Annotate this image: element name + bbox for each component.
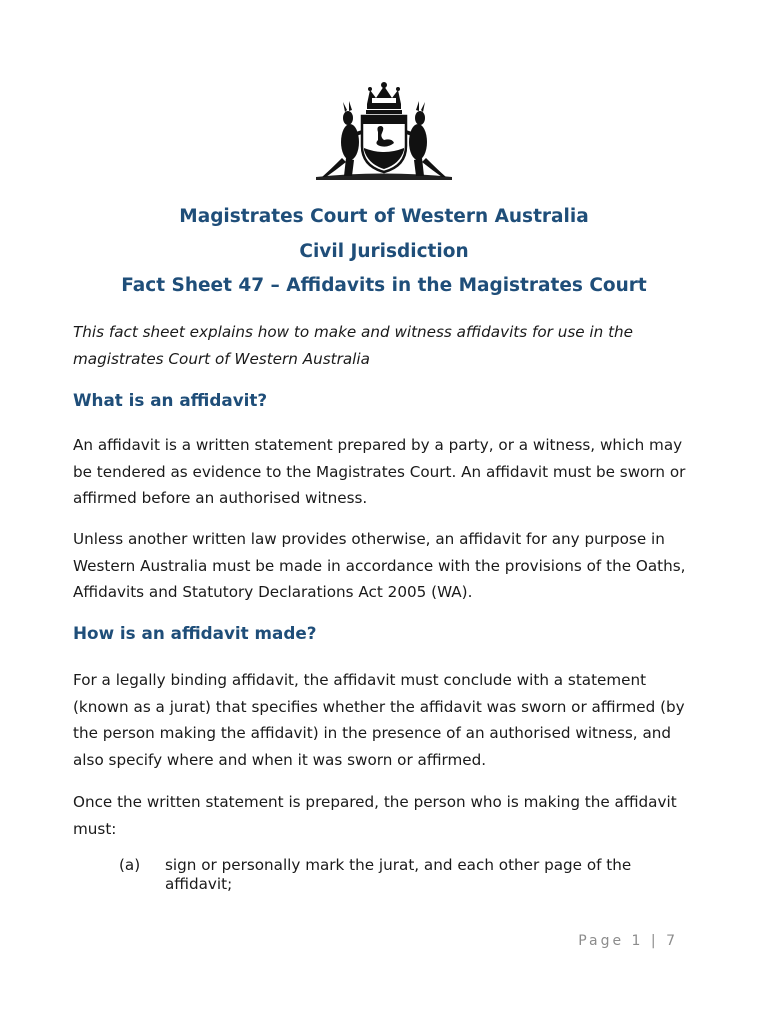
paragraph-law: Unless another written law provides otherwise, an affidavit for any purpose in Western Australia must be made in accordance with the provisions of the Oaths, Affidavits and Statutory Declarations Act 2005 (WA).: [73, 530, 686, 601]
page-number: Page 1 | 7: [578, 933, 678, 949]
paragraph-definition: An affidavit is a written statement prepared by a party, or a witness, which may be tendered as evidence to the Magistrates Court. An affidavit must be sworn or affirmed before an authorised witness.: [73, 436, 686, 507]
list-item-text: sign or personally mark the jurat, and each other page of the affidavit;: [165, 856, 632, 893]
title-jurisdiction: Civil Jurisdiction: [299, 240, 469, 262]
heading-what-is-affidavit: What is an affidavit?: [73, 390, 268, 410]
list-item-label: (a): [119, 856, 141, 874]
paragraph-jurat: For a legally binding affidavit, the affidavit must conclude with a statement (known as a jurat) that specifies whether the affidavit was sworn or affirmed (by the person making the affidavit) in the presence of an authorised witness, and also specify where and when it was sworn or affirmed.: [73, 671, 685, 769]
title-court: Magistrates Court of Western Australia: [179, 206, 589, 227]
document-title: [0, 200, 768, 304]
coat-of-arms-icon: [312, 80, 456, 184]
heading-how-made: How is an affidavit made?: [73, 623, 317, 643]
paragraph-steps: Once the written statement is prepared, the person who is making the affidavit must:: [73, 793, 677, 838]
title-fact-sheet: Fact Sheet 47 – Affidavits in the Magistrates Court: [121, 275, 647, 296]
intro-text: This fact sheet explains how to make and witness affidavits for use in the magistrates Court of Western Australia: [73, 323, 634, 368]
